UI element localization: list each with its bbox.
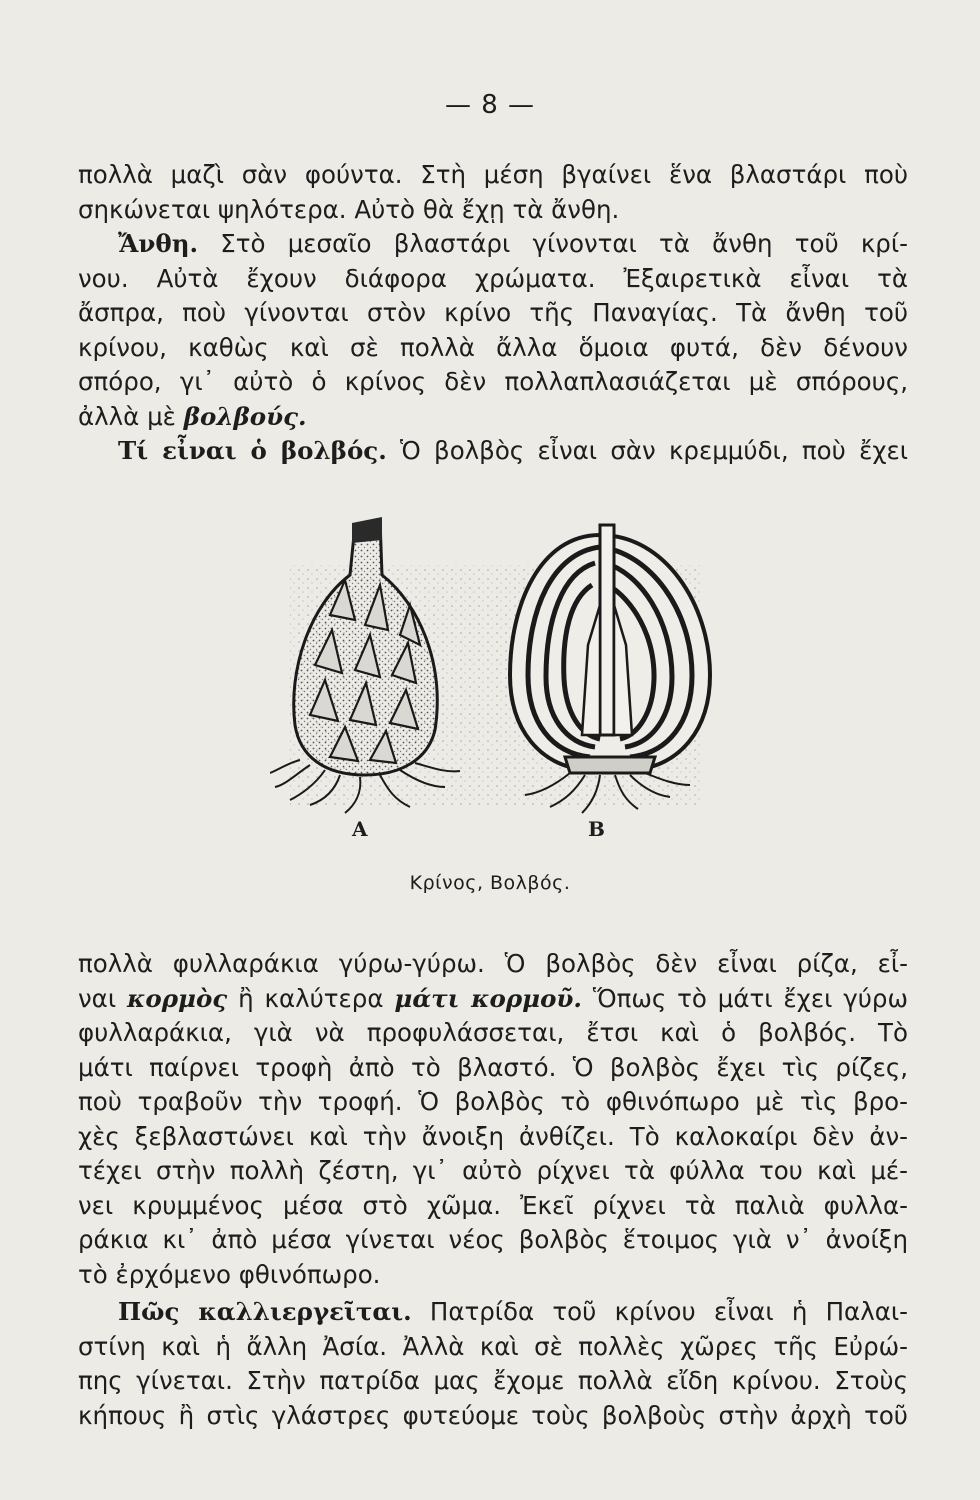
text-line: πολλὰ φυλλαράκια γύρω-γύρω. Ὁ βολβὸς δὲν εἶναι ρίζα, εἶ- [78,949,908,978]
text-line: στίνη καὶ ἡ ἄλλη Ἀσία. Ἀλλὰ καὶ σὲ πολλὲς χῶρες τῆς Εὐρώ- [78,1331,908,1361]
text-line: ράκια κι᾿ ἀπὸ μέσα γίνεται νέος βολβὸς ἕτοιμος γιὰ ν᾿ ἀνοίξη [78,1225,908,1254]
section-heading: Πῶς καλλιεργεῖται. [118,1297,412,1326]
bulb-stem [600,525,614,735]
text-line: σπόρο, γι᾿ αὐτὸ ὁ κρίνος δὲν πολλαπλασιάζεται μὲ σπόρους, [78,367,908,396]
text-line: νει κρυμμένος μέσα στὸ χῶμα. Ἐκεῖ ρίχνει τὰ παλιὰ φυλλα- [78,1190,908,1220]
paragraph-5 [78,1295,908,1433]
text-line: ἄσπρα, ποὺ γίνονται στὸν κρίνο τῆς Παναγίας. Τὰ ἄνθη τοῦ [78,298,908,327]
text-line: χὲς ξεβλαστώνει καὶ τὴν ἄνοιξη ἀνθίζει. Τὸ καλοκαίρι δὲν ἀν- [78,1121,908,1151]
text-span: Πατρίδα τοῦ κρίνου εἶναι ἡ Παλαι- [429,1297,908,1326]
text-span: Ὅπως τὸ μάτι ἔχει γύρω [592,983,908,1013]
text-line: ποὺ τραβοῦν τὴν τροφή. Ὁ βολβὸς τὸ φθινόπωρο μὲ τὶς βρο- [78,1087,908,1116]
bulb-illustration [270,495,720,855]
paragraph-4 [78,947,908,1292]
text-line [78,227,908,262]
text-line: φυλλαράκια, γιὰ νὰ προφυλάσσεται, ἔτσι καὶ ὁ βολβός. Τὸ [78,1018,908,1047]
paragraph-3 [78,434,908,469]
text-line: κήπους ἢ στὶς γλάστρες φυτεύομε τοὺς βολβοὺς στὴν ἀρχὴ τοῦ [78,1400,908,1430]
text-span: ναι [78,983,117,1013]
text-line: κρίνου, καθὼς καὶ σὲ πολλὰ ἄλλα ὅμοια φυτά, δὲν δένουν [78,332,908,362]
emphasis-text: μάτι κορμοῦ. [394,983,582,1013]
section-heading: Τί εἶναι ὁ βολβός. [118,436,387,465]
text-line [78,1295,908,1330]
text-line: πης γίνεται. Στὴν πατρίδα μας ἔχομε πολλὰ εἴδη κρίνου. Στοὺς [78,1366,908,1395]
paragraph-1 [78,158,908,227]
text-span: Ὁ βολβὸς εἶναι σὰν κρεμμύδι, ποὺ ἔχει [400,436,909,465]
text-line: μάτι παίρνει τροφὴ ἀπὸ τὸ βλαστό. Ὁ βολβὸς ἔχει τὶς ρίζες, [78,1052,908,1082]
text-line: πολλὰ μαζὶ σὰν φούντα. Στὴ μέση βγαίνει ἕνα βλαστάρι ποὺ [78,160,908,189]
text-line [78,434,908,469]
text-line [78,400,908,435]
figure-label-b: B [588,817,605,841]
bulb-drawing [270,495,720,855]
page-number: — 8 — [444,90,536,120]
text-line: τέχει στὴν πολλὴ ζέστη, γι᾿ αὐτὸ ρίχνει τὰ φύλλα του καὶ μέ- [78,1156,908,1185]
figure-label-a: A [352,817,368,841]
figure-caption: Κρίνος, Βολβός. [409,872,571,894]
text-line: σηκώνεται ψηλότερα. Αὐτὸ θὰ ἔχῃ τὰ ἄνθη. [78,194,620,224]
text-line [78,982,908,1017]
section-heading: Ἄνθη. [118,229,199,258]
emphasis-text: κορμὸς [127,983,228,1013]
emphasis-text: βολβούς. [183,401,307,431]
text-line: τὸ ἐρχόμενο φθινόπωρο. [78,1259,381,1289]
text-span: Στὸ μεσαῖο βλαστάρι γίνονται τὰ ἄνθη τοῦ κρί- [220,229,908,258]
text-span: ἀλλὰ μὲ [78,401,176,431]
text-span: ἢ καλύτερα [238,983,384,1013]
text-line: νου. Αὐτὰ ἔχουν διάφορα χρώματα. Ἐξαιρετικὰ εἶναι τὰ [78,263,908,293]
paragraph-2 [78,227,908,434]
